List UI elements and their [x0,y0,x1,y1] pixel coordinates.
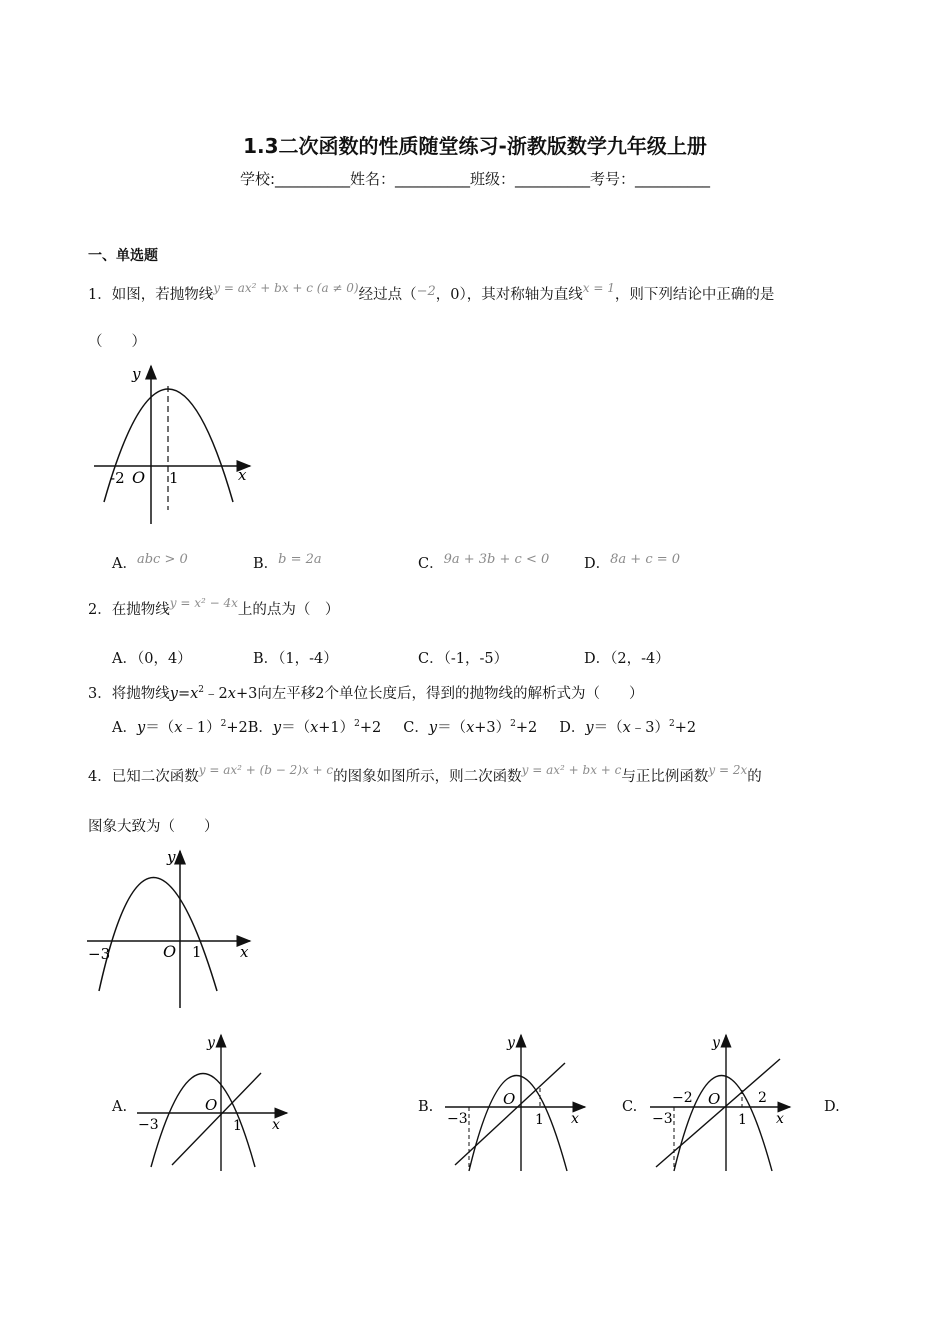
q1-text-post: ，则下列结论中正确的是 [614,287,775,303]
q1-option-b[interactable]: B．b = 2a [253,552,322,572]
svg-text:y: y [712,1035,720,1051]
q3-number: 3． [88,686,112,702]
svg-text:2: 2 [758,1090,767,1106]
q4-option-a-letter[interactable]: A. [112,1099,128,1115]
q3-formula: $y=x^2﹣2x+3$ [169,685,258,702]
q4-origin-label: O [163,942,177,961]
q2-text-post: 上的点为（ ） [237,602,340,618]
svg-text:O: O [205,1096,218,1114]
svg-text:y: y [507,1035,515,1051]
section-heading: 一、单选题 [88,248,158,264]
svg-text:x: x [571,1111,579,1127]
svg-text:1: 1 [233,1118,242,1134]
q3-text-post: 向左平移2个单位长度后，得到的抛物线的解析式为（ ） [257,686,644,702]
q1-option-c[interactable]: C．9a + 3b + c < 0 [418,552,550,572]
svg-text:y: y [207,1035,215,1051]
svg-text:1: 1 [738,1112,747,1128]
q4-option-d-letter[interactable]: D. [824,1099,840,1115]
q3-option-d[interactable]: D．y＝（x﹣3）$^2$+2 [559,719,697,736]
q2-number: 2． [88,602,112,618]
q4-x-label: x [240,943,249,961]
q1-neg2-label: -2 [110,469,125,487]
q4-formula-2: y = ax² + bx + c [521,763,622,777]
q1-formula: y = ax² + bx + c (a ≠ 0) [213,281,359,295]
question-2 [88,598,339,619]
q1-text-pre: 如图，若抛物线 [111,287,214,303]
q4-text-post: 的 [747,769,762,785]
q1-answer-paren: （ ） [88,334,146,350]
q1-x-label: x [238,466,247,484]
q4-text-mid2: 与正比例函数 [621,769,709,785]
q1-number: 1． [88,287,112,303]
q4-option-a-graph[interactable] [135,1033,295,1173]
svg-text:O: O [503,1090,516,1108]
q1-text-mid: 经过点（ [358,287,417,303]
svg-text:x: x [272,1117,280,1133]
q4-formula-1: y = ax² + (b − 2)x + c [198,763,334,777]
q4-number: 4． [88,769,112,785]
svg-text:−3: −3 [447,1111,468,1127]
q4-formula-3: y = 2x [708,763,748,777]
question-3 [88,682,644,703]
q4-option-b-letter[interactable]: B. [418,1099,434,1115]
q4-parabola-curve [99,878,217,992]
q2-option-b[interactable]: B．（1，-4） [253,651,338,667]
question-4 [88,765,762,786]
svg-text:x: x [776,1111,784,1127]
q4-text-mid: 的图象如图所示，则二次函数 [333,769,522,785]
q1-parabola-graph [90,362,260,532]
svg-text:1: 1 [535,1112,544,1128]
q1-option-d[interactable]: D．8a + c = 0 [584,552,681,572]
q2-text-pre: 在抛物线 [111,602,170,618]
question-1 [88,283,774,304]
q4-text-line2: 图象大致为（ ） [88,819,219,835]
q3-options-row [112,716,696,737]
q1-y-label: y [132,365,141,383]
q4-one-label: 1 [192,943,202,961]
svg-text:−3: −3 [138,1117,159,1133]
q4-option-b-graph[interactable] [443,1033,593,1173]
q1-axis: x = 1 [582,281,615,295]
svg-text:O: O [708,1090,721,1108]
svg-text:−3: −3 [652,1111,673,1127]
q1-option-a[interactable]: A．abc > 0 [112,552,188,572]
student-info-line: 学校:__________姓名：__________班级：__________考号：__________ [239,170,711,188]
q4-y-label: y [167,848,176,866]
q4-option-c-letter[interactable]: C. [622,1099,638,1115]
q2-formula: y = x² − 4x [169,596,238,610]
q4-parabola-graph [85,848,260,1013]
q3-option-c[interactable]: C．$y=(x+3)^2+2$ [403,719,538,736]
q2-option-c[interactable]: C．（-1，-5） [418,651,509,667]
q3-option-a[interactable]: A．y＝（x﹣1）$^2$+2 [112,719,248,736]
page-title: 1.3二次函数的性质随堂练习-浙教版数学九年级上册 [243,134,707,158]
q1-point: −2 [416,284,436,299]
q4-neg3-label: −3 [88,945,111,963]
q1-origin-label: O [132,468,146,487]
q1-one-label: 1 [169,469,179,487]
q4-option-c-graph[interactable] [648,1033,798,1173]
q2-option-a[interactable]: A．（0，4） [112,651,192,667]
q3-text-pre: 将抛物线 [111,686,170,702]
q2-option-d[interactable]: D．（2，-4） [584,651,670,667]
q4-text-pre: 已知二次函数 [111,769,199,785]
svg-text:−2: −2 [672,1090,693,1106]
q1-text-mid2: ，0），其对称轴为直线 [435,287,583,303]
q3-option-b[interactable]: B．$y=(x+1)^2+2$ [247,719,382,736]
